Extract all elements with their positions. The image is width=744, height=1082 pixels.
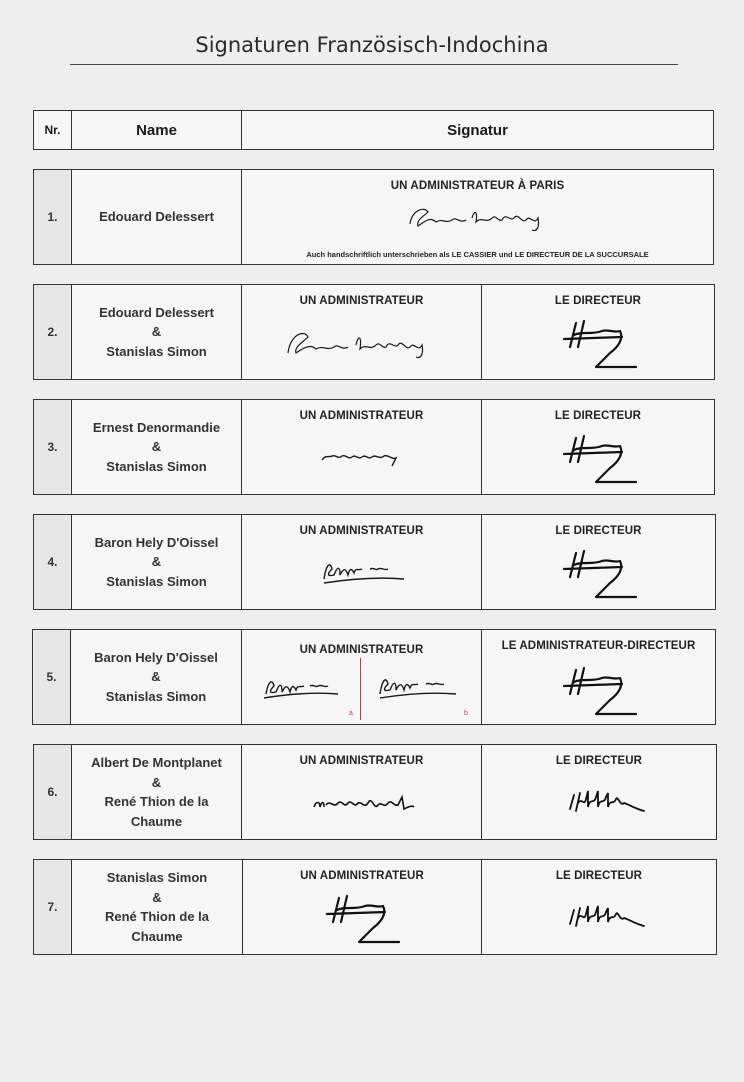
name-line: Stanislas Simon	[106, 343, 207, 359]
row-number: 2.	[34, 285, 72, 379]
table-row	[33, 514, 716, 610]
role-label: LE DIRECTEUR	[554, 410, 642, 422]
role-label: LE DIRECTEUR	[555, 870, 643, 882]
table-row	[33, 859, 717, 955]
name-line: Stanislas Simon	[106, 458, 207, 474]
name-line: René Thion de la	[104, 794, 209, 809]
name-line: Stanislas Simon	[105, 688, 207, 704]
name-line: &	[151, 554, 162, 570]
signature-cell-right	[482, 630, 715, 724]
signature-cell-left	[243, 860, 482, 954]
row-names	[72, 400, 242, 494]
signature-cell-left	[242, 515, 482, 609]
name-line: Edouard Delessert	[99, 304, 214, 320]
name-line: &	[151, 774, 162, 790]
signature-simon	[562, 432, 642, 484]
role-label: UN ADMINISTRATEUR	[299, 644, 424, 656]
name-line: &	[151, 439, 162, 455]
row-names	[72, 515, 242, 609]
name-line: René Thion de la	[104, 909, 209, 924]
row-number: 1.	[34, 170, 72, 264]
role-label: LE DIRECTEUR	[554, 295, 642, 307]
name-line: &	[152, 889, 162, 905]
row-number: 3.	[34, 400, 72, 494]
name-line: Chaume	[131, 928, 183, 944]
role-label: UN ADMINISTRATEUR	[300, 870, 424, 882]
signature-cell-left	[242, 745, 482, 839]
row-names	[72, 285, 242, 379]
row-number: 6.	[34, 745, 72, 839]
signature-cell-right	[482, 400, 714, 494]
signature-thion-de-la-chaume	[566, 783, 646, 819]
signature-cell	[242, 170, 713, 264]
table-row	[33, 169, 714, 265]
signature-cell-left	[242, 630, 482, 724]
signature-simon	[562, 664, 642, 716]
header-name: Name	[72, 111, 242, 149]
name-line: Baron Hely D'Oissel	[94, 649, 218, 665]
name-line: Ernest Denormandie	[92, 419, 221, 435]
name-line: Albert De Montplanet	[91, 755, 222, 770]
row-names	[72, 860, 243, 954]
title-underline	[70, 64, 678, 65]
row-number: 5.	[33, 630, 71, 724]
signature-simon	[325, 892, 405, 944]
row-names	[71, 630, 242, 724]
name-line: Chaume	[130, 813, 183, 829]
name-line: Stanislas Simon	[106, 573, 207, 589]
role-label: UN ADMINISTRATEUR	[299, 295, 424, 307]
role-label: UN ADMINISTRATEUR À PARIS	[390, 180, 565, 192]
signature-note: Auch handschriftlich unterschrieben als LE CASSIER und LE DIRECTEUR DE LA SUCCURSALE	[306, 250, 649, 259]
signature-cell-right	[482, 860, 716, 954]
signature-simon	[562, 547, 642, 599]
row-number: 7.	[34, 860, 72, 954]
role-label: UN ADMINISTRATEUR	[299, 525, 424, 537]
table-row	[32, 629, 716, 725]
name-line: &	[151, 669, 161, 685]
variant-a-label: a	[349, 710, 353, 717]
signature-hely-doissel-a	[262, 672, 342, 700]
header-signatur: Signatur	[447, 121, 508, 139]
name-line: &	[151, 324, 162, 340]
name-line: Edouard Delessert	[99, 209, 214, 225]
table-row	[33, 399, 715, 495]
name-line: Baron Hely D'Oissel	[94, 534, 219, 550]
table-row	[33, 744, 717, 840]
variant-b-label: b	[464, 710, 468, 717]
header-nr: Nr.	[34, 111, 72, 149]
role-label: LE DIRECTEUR	[555, 755, 643, 767]
signature-delessert	[402, 202, 552, 232]
signature-cell-left	[242, 285, 482, 379]
signature-simon	[562, 317, 642, 369]
row-names	[72, 745, 242, 839]
signature-cell-right	[482, 515, 715, 609]
signature-cell-right	[482, 745, 716, 839]
row-number: 4.	[34, 515, 72, 609]
signature-hely-doissel-b	[376, 670, 458, 700]
signature-denormandie	[320, 446, 404, 470]
role-label: LE DIRECTEUR	[555, 525, 642, 537]
signature-cell-right	[482, 285, 714, 379]
row-names	[72, 170, 242, 264]
role-label: LE ADMINISTRATEUR-DIRECTEUR	[501, 640, 696, 652]
table-row	[33, 284, 715, 380]
variant-divider	[360, 658, 361, 720]
table-header	[33, 110, 714, 150]
signature-thion-de-la-chaume	[566, 898, 646, 934]
role-label: UN ADMINISTRATEUR	[299, 410, 424, 422]
signature-delessert	[282, 327, 442, 359]
name-line: Stanislas Simon	[106, 870, 208, 885]
page-title: Signaturen Französisch-Indochina	[195, 33, 549, 57]
signature-de-montplanet	[312, 791, 416, 817]
signature-hely-doissel	[320, 555, 406, 585]
signature-cell-left	[242, 400, 482, 494]
role-label: UN ADMINISTRATEUR	[299, 755, 424, 767]
